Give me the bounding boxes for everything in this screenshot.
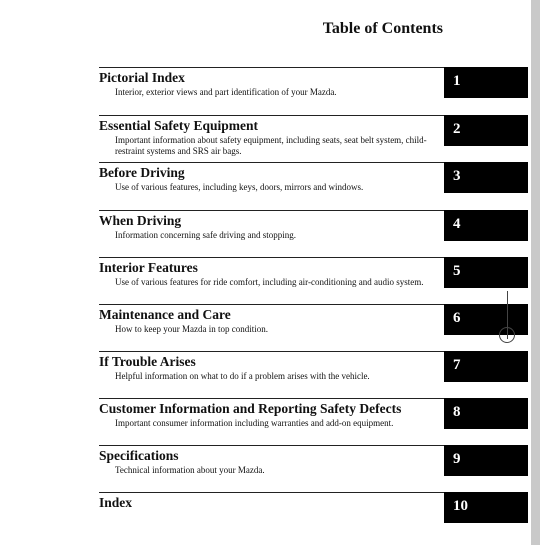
toc-description: Use of various features, including keys, doors, mirrors and windows.	[115, 182, 364, 192]
divider	[99, 445, 444, 446]
chapter-number: 1	[453, 73, 461, 89]
toc-description: Helpful information on what to do if a problem arises with the vehicle.	[115, 371, 370, 381]
chapter-number: 8	[453, 404, 461, 420]
toc-heading[interactable]: Before Driving	[99, 165, 185, 180]
toc-entry-if-trouble-arises[interactable]	[99, 351, 528, 387]
chapter-number: 6	[453, 310, 461, 326]
toc-entry-when-driving[interactable]	[99, 210, 528, 246]
divider	[99, 492, 444, 493]
chapter-tab[interactable]	[444, 445, 528, 476]
chapter-tab[interactable]	[444, 398, 528, 429]
toc-entry-interior-features[interactable]	[99, 257, 528, 293]
chapter-number: 4	[453, 216, 461, 232]
toc-heading[interactable]: Index	[99, 495, 133, 510]
divider	[99, 162, 444, 163]
chapter-tab[interactable]	[444, 210, 528, 241]
chapter-tab[interactable]	[444, 162, 528, 193]
toc-entry-essential-safety-equipment[interactable]	[99, 115, 528, 156]
toc-description: Interior, exterior views and part identification of your Mazda.	[115, 87, 337, 97]
divider	[99, 257, 444, 258]
chapter-tab[interactable]	[444, 304, 528, 335]
divider	[99, 210, 444, 211]
page-title: Table of Contents	[322, 20, 443, 37]
divider	[99, 67, 444, 68]
toc-heading[interactable]: If Trouble Arises	[99, 354, 196, 369]
divider	[99, 351, 444, 352]
toc-heading[interactable]: Customer Information and Reporting Safety Defects	[99, 401, 402, 416]
toc-description: Important information about safety equipment, including seats, seat belt system, child-restraint systems and SRS air bags.	[115, 135, 427, 156]
toc-heading[interactable]: When Driving	[99, 213, 182, 228]
toc-description: Technical information about your Mazda.	[115, 465, 265, 475]
toc-entry-customer-information[interactable]	[99, 398, 528, 434]
toc-heading[interactable]: Interior Features	[99, 260, 198, 275]
chapter-number: 10	[453, 498, 468, 514]
chapter-tab[interactable]	[444, 351, 528, 382]
divider	[99, 304, 444, 305]
chapter-tab[interactable]	[444, 115, 528, 146]
toc-description: How to keep your Mazda in top condition.	[115, 324, 268, 334]
chapter-tab[interactable]	[444, 492, 528, 523]
toc-description: Use of various features for ride comfort, including air-conditioning and audio system.	[115, 277, 424, 287]
toc-entry-before-driving[interactable]	[99, 162, 528, 198]
scrollbar[interactable]	[531, 0, 540, 545]
toc-description: Important consumer information including warranties and add-on equipment.	[115, 418, 394, 428]
toc-entry-index[interactable]	[99, 492, 528, 528]
toc-heading[interactable]: Pictorial Index	[99, 70, 185, 85]
divider	[99, 398, 444, 399]
chapter-tab[interactable]	[444, 257, 528, 288]
toc-heading[interactable]: Maintenance and Care	[99, 307, 231, 322]
toc-description: Information concerning safe driving and stopping.	[115, 230, 296, 240]
divider	[99, 115, 444, 116]
toc-heading[interactable]: Essential Safety Equipment	[99, 118, 259, 133]
chapter-number: 5	[453, 263, 461, 279]
toc-entry-maintenance-and-care[interactable]	[99, 304, 528, 340]
toc-entry-pictorial-index[interactable]	[99, 67, 528, 103]
chapter-tab[interactable]	[444, 67, 528, 98]
toc-entry-specifications[interactable]	[99, 445, 528, 481]
chapter-number: 9	[453, 451, 461, 467]
toc-heading[interactable]: Specifications	[99, 448, 179, 463]
chapter-number: 7	[453, 357, 461, 373]
chapter-number: 3	[453, 168, 461, 184]
crosshair-circle-icon	[499, 327, 515, 343]
chapter-number: 2	[453, 121, 461, 137]
